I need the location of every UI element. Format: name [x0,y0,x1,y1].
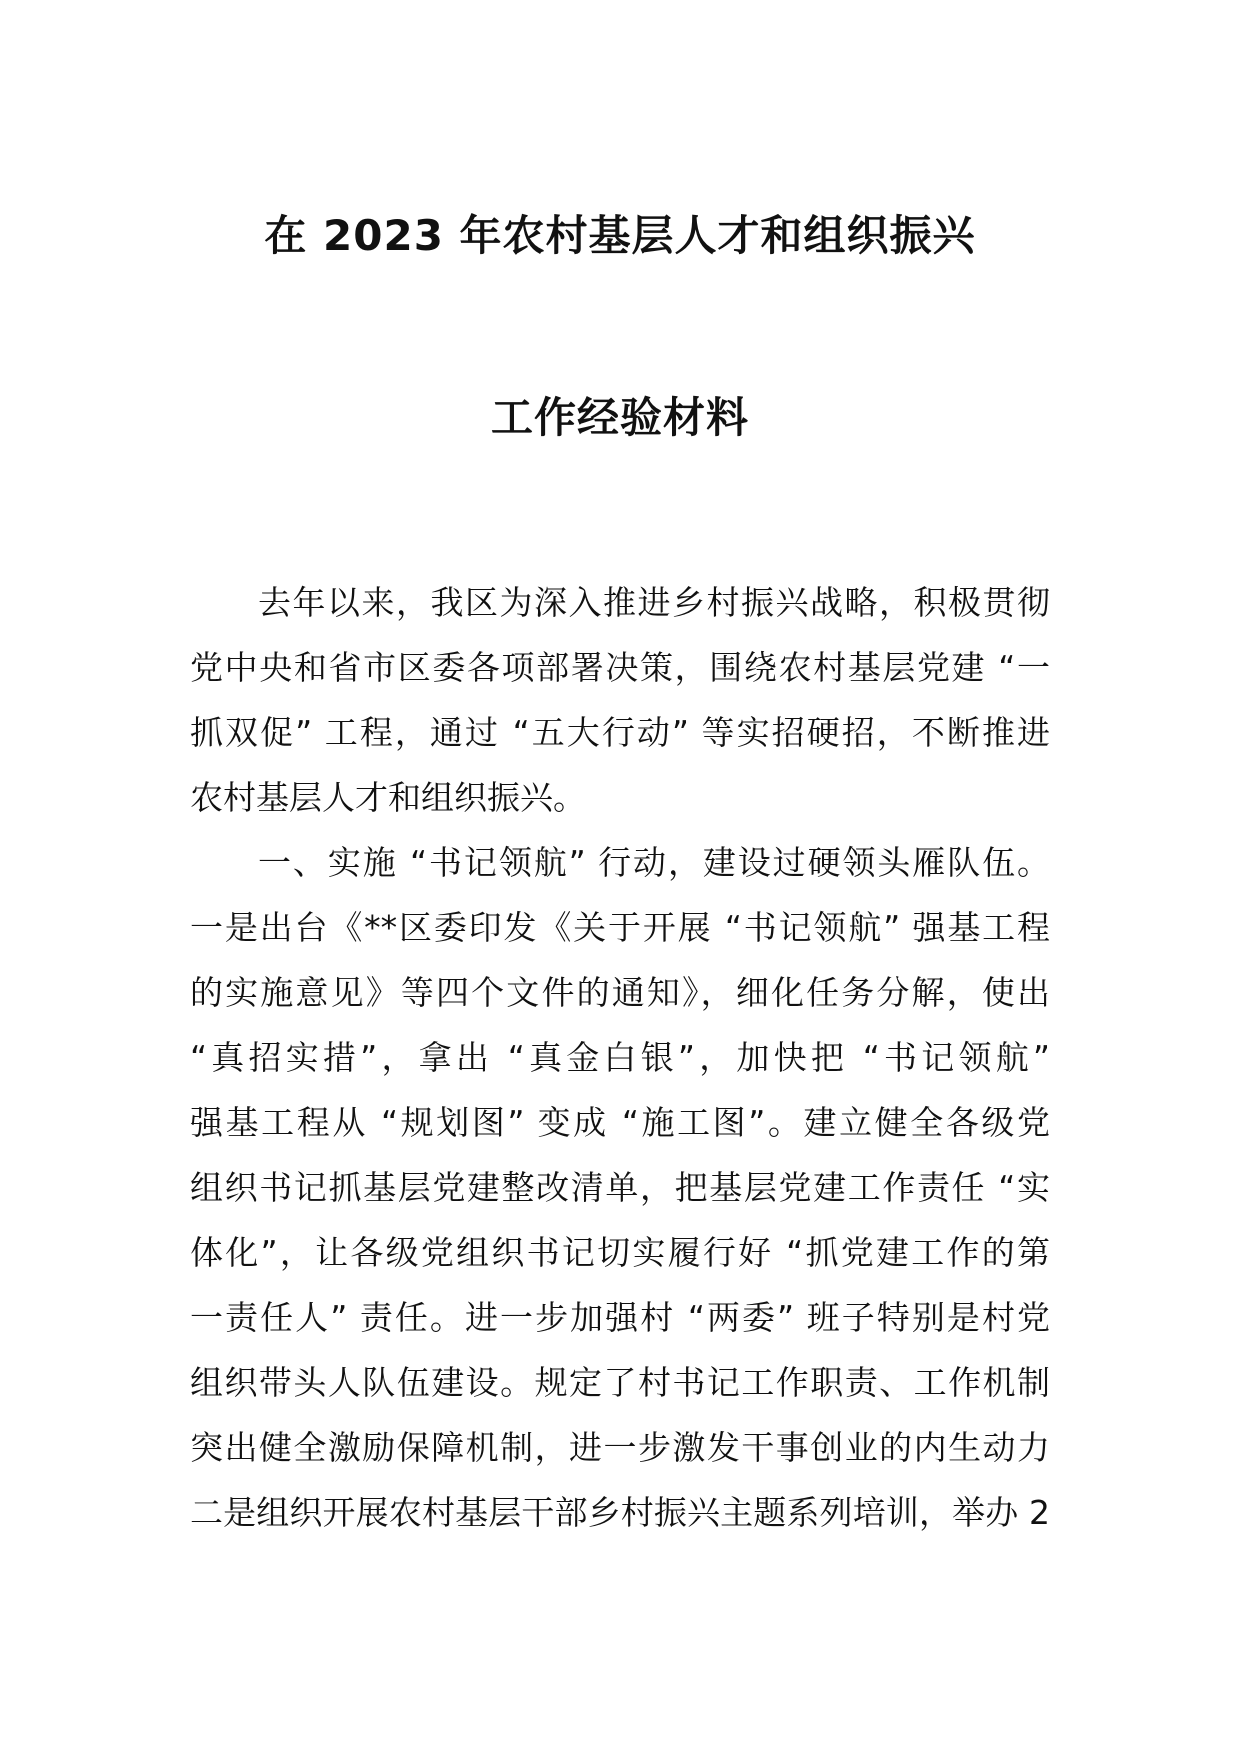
paragraph-intro [190,570,1050,830]
text-line: 突出健全激励保障机制，进一步激发干事创业的内生动力 [190,1428,1050,1467]
text-line: 一是出台《**区委印发《关于开展 “书记领航” 强基工程 [190,908,1050,947]
text-line: 体化”，让各级党组织书记切实履行好 “抓党建工作的第 [190,1233,1050,1272]
text-line: 二是组织开展农村基层干部乡村振兴主题系列培训，举办 2 [190,1493,1050,1532]
text-line: 强基工程从 “规划图” 变成 “施工图”。建立健全各级党 [190,1103,1050,1142]
section-heading-line: 一、实施 “书记领航” 行动，建设过硬领头雁队伍。 [258,843,1050,882]
text-line: 一责任人” 责任。进一步加强村 “两委” 班子特别是村党 [190,1298,1050,1337]
text-line: 组织书记抓基层党建整改清单，把基层党建工作责任 “实 [190,1168,1050,1207]
text-line: 组织带头人队伍建设。规定了村书记工作职责、工作机制 [190,1363,1050,1402]
text-line: 去年以来，我区为深入推进乡村振兴战略，积极贯彻 [258,583,1050,622]
text-line: 的实施意见》等四个文件的通知》，细化任务分解，使出 [190,973,1050,1012]
text-line: 党中央和省市区委各项部署决策，围绕农村基层党建 “一 [190,648,1050,687]
document-title-line-1: 在 2023 年农村基层人才和组织振兴 [264,211,976,260]
document-title-line-2: 工作经验材料 [490,393,749,442]
text-line: “真招实措”，拿出 “真金白银”，加快把 “书记领航” [190,1038,1050,1077]
paragraph-section-1 [190,830,1050,1545]
text-line: 抓双促” 工程，通过 “五大行动” 等实招硬招，不断推进 [190,713,1050,752]
document-body [190,570,1050,1545]
text-line: 农村基层人才和组织振兴。 [190,778,586,817]
